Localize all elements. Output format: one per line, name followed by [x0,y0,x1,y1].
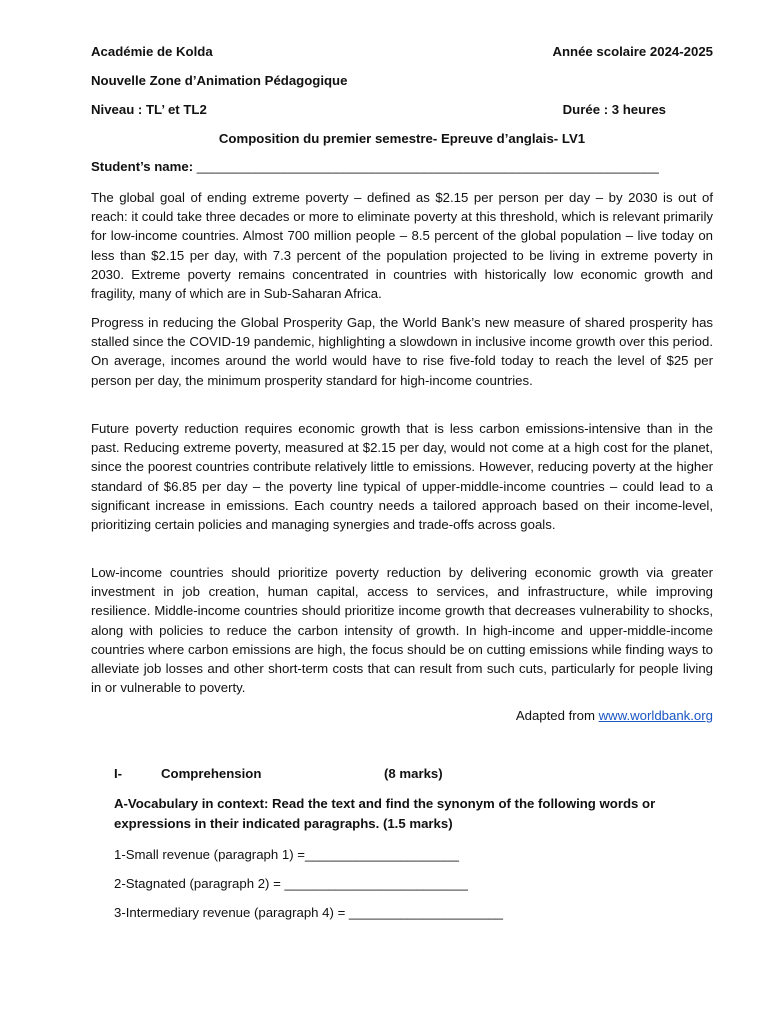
header-row-3 [91,102,713,117]
vocab-item-3[interactable]: 3-Intermediary revenue (paragraph 4) = _____________________ [114,905,503,920]
student-name-line [91,159,659,174]
source-prefix: Adapted from [515,708,599,723]
student-name-blank[interactable]: _______________________________________________________________ [196,159,659,174]
level-label: Niveau : TL’ et TL2 [91,102,207,117]
duration-label: Durée : 3 heures [562,102,666,117]
source-line [91,708,713,723]
student-name-label: Student’s name: [91,159,194,174]
zone-label: Nouvelle Zone d’Animation Pédagogique [91,73,348,88]
text-paragraph-1: The global goal of ending extreme poverty – defined as $2.15 per person per day – by 2030 is out of reach: it could take three decades or more to eliminate poverty at this threshold, which is relevant primarily for low-income countries. Almost 700 million people – 8.5 percent of the global population – live today on less than $2.15 per day, with 7.3 percent of the population projected to be living in extreme poverty in 2030. Extreme poverty remains concentrated in countries with historically low economic growth and fragility, many of which are in Sub-Saharan Africa. [91,190,713,302]
text-paragraph-2: Progress in reducing the Global Prosperity Gap, the World Bank’s new measure of shared prosperity has stalled since the COVID-19 pandemic, highlighting a slowdown in inclusive income growth over this period. On average, incomes around the world would have to rise five-fold today to reach the level of $25 per person per day, the minimum prosperity standard for high-income countries. [91,315,713,388]
text-paragraph-4: Low-income countries should prioritize poverty reduction by delivering economic growth via greater investment in job creation, human capital, access to services, and infrastructure, while improving resilience. Middle-income countries should prioritize income growth that decreases vulnerability to shocks, along with policies to reduce the carbon intensity of growth. In high-income and upper-middle-income countries where carbon emissions are high, the focus should be on cutting emissions while finding ways to alleviate job losses and other short-term costs that can result from such cuts, particularly for people living in or vulnerable to poverty. [91,565,713,696]
vocabulary-instruction: A-Vocabulary in context: Read the text and find the synonym of the following words or expressions in their indicated paragraphs. (1.5 marks) [114,796,656,831]
school-year-label: Année scolaire 2024-2025 [552,44,713,59]
source-link[interactable]: www.worldbank.org [598,708,713,723]
header-row-1 [91,44,713,59]
section-title: Comprehension [161,766,262,781]
vocab-item-2[interactable]: 2-Stagnated (paragraph 2) = _________________________ [114,876,468,891]
section-number: I- [114,766,123,781]
exam-title: Composition du premier semestre- Epreuve d’anglais- LV1 [218,131,586,146]
vocab-item-1[interactable]: 1-Small revenue (paragraph 1) =_____________________ [114,847,459,862]
section-marks: (8 marks) [384,766,443,781]
academy-label: Académie de Kolda [91,44,213,59]
text-paragraph-3: Future poverty reduction requires economic growth that is less carbon emissions-intensive than in the past. Reducing extreme poverty, measured at $2.15 per day, would not come at a high cost for the planet, since the poorest countries contribute relatively little to emissions. However, reducing poverty at the higher standard of $6.85 per day – the poverty line typical of upper-middle-income countries – could lead to a significant increase in emissions. Each country needs a tailored approach based on their income-level, prioritizing certain policies and managing synergies and trade-offs across goals. [91,421,713,533]
